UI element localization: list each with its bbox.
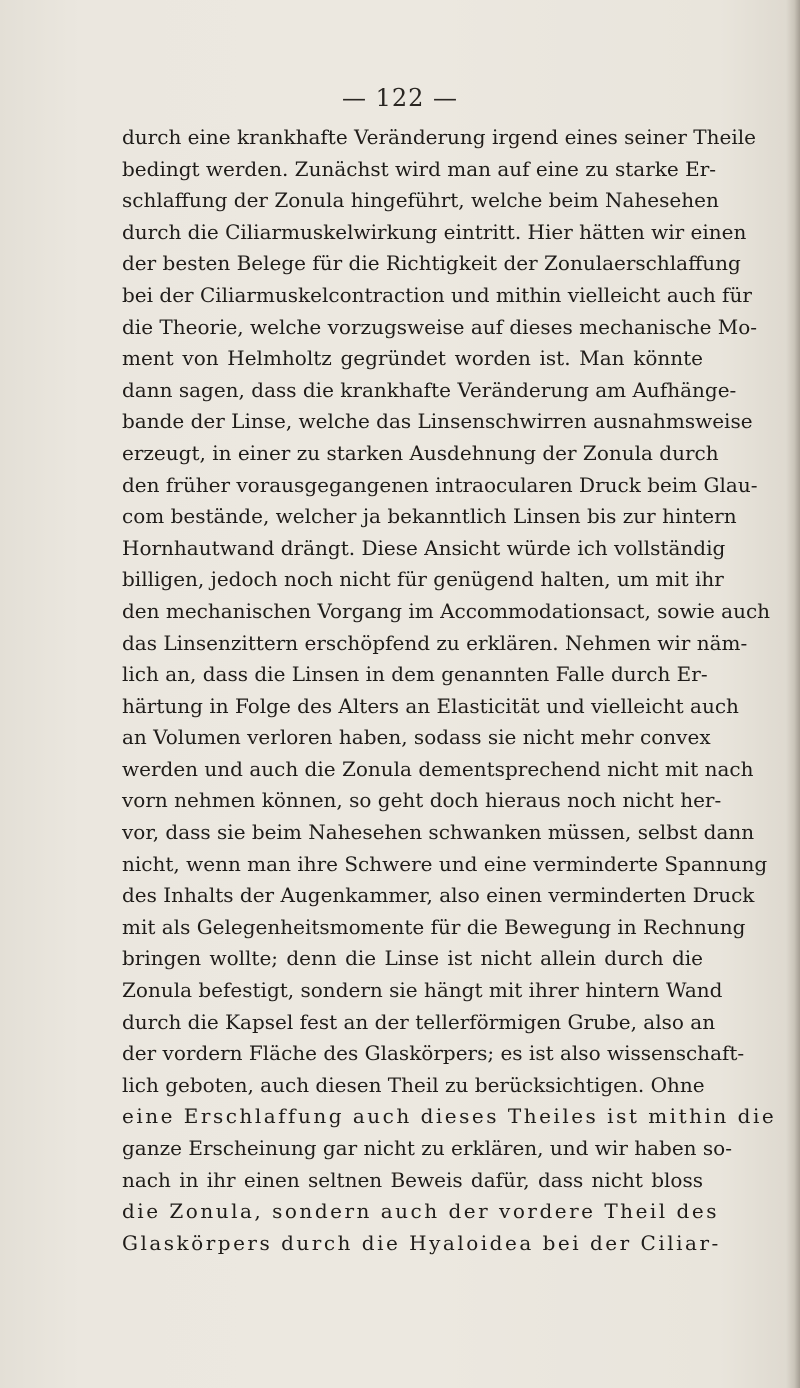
text-line: Zonula befestigt, sondern sie hängt mit ihrer hintern Wand <box>122 978 723 1003</box>
page-number: — 122 — <box>341 84 459 112</box>
text-line: schlaffung der Zonula hingeführt, welche beim Nahesehen <box>122 188 719 213</box>
text-line: Hornhautwand drängt. Diese Ansicht würde ich vollständig <box>122 535 726 560</box>
text-line: nicht, wenn man ihre Schwere und eine verminderte Spannung <box>122 851 768 876</box>
text-line: bedingt werden. Zunächst wird man auf eine zu starke Er- <box>122 156 717 181</box>
text-line: lich geboten, auch diesen Theil zu berücksichtigen. Ohne <box>122 1072 705 1097</box>
text-line: durch die Kapsel fest an der tellerförmigen Grube, also an <box>122 1009 716 1034</box>
text-line: erzeugt, in einer zu starken Ausdehnung der Zonula durch <box>122 440 719 465</box>
text-line: die Theorie, welche vorzugsweise auf dieses mechanische Mo- <box>122 314 758 339</box>
text-line: die Zonula, sondern auch der vordere Theil des <box>122 1199 719 1224</box>
page-edge-shadow <box>786 0 800 1388</box>
text-line: vorn nehmen können, so geht doch hieraus noch nicht her- <box>122 788 722 813</box>
text-line: an Volumen verloren haben, sodass sie nicht mehr convex <box>122 725 711 750</box>
text-line: des Inhalts der Augenkammer, also einen verminderten Druck <box>122 883 755 908</box>
text-line: vor, dass sie beim Nahesehen schwanken müssen, selbst dann <box>122 820 755 845</box>
text-line: ganze Erscheinung gar nicht zu erklären, und wir haben so- <box>122 1136 732 1160</box>
text-line: der besten Belege für die Richtigkeit der Zonulaerschlaffung <box>122 251 741 276</box>
text-line: nach in ihr einen seltnen Beweis dafür, dass nicht bloss <box>122 1167 703 1192</box>
text-line: den früher vorausgegangenen intraocularen Druck beim Glau- <box>122 472 758 497</box>
text-line: Glaskörpers durch die Hyaloidea bei der Ciliar- <box>122 1230 721 1255</box>
text-line: den mechanischen Vorgang im Accommodationsact, sowie auch <box>122 598 771 623</box>
text-line: bringen wollte; denn die Linse ist nicht allein durch die <box>122 946 703 971</box>
text-line: lich an, dass die Linsen in dem genannten Falle durch Er- <box>122 662 708 687</box>
text-line: das Linsenzittern erschöpfend zu erklären. Nehmen wir näm- <box>122 630 748 655</box>
text-line: com bestände, welcher ja bekanntlich Linsen bis zur hintern <box>122 504 737 529</box>
text-line: härtung in Folge des Alters an Elasticität und vielleicht auch <box>122 693 739 718</box>
text-line: bei der Ciliarmuskelcontraction und mithin vielleicht auch für <box>122 282 752 307</box>
text-line: durch die Ciliarmuskelwirkung eintritt. Hier hätten wir einen <box>122 219 747 244</box>
text-line: eine Erschlaffung auch dieses Theiles ist mithin die <box>122 1104 777 1129</box>
text-line: mit als Gelegenheitsmomente für die Bewegung in Rechnung <box>122 914 746 939</box>
text-line: werden und auch die Zonula dementsprechend nicht mit nach <box>122 756 754 781</box>
text-line: der vordern Fläche des Glaskörpers; es ist also wissenschaft- <box>122 1041 745 1066</box>
text-line: bande der Linse, welche das Linsenschwirren ausnahmsweise <box>122 409 753 434</box>
text-line: ment von Helmholtz gegründet worden ist. Man könnte <box>122 346 703 371</box>
text-line: durch eine krankhafte Veränderung irgend eines seiner Theile <box>122 125 756 149</box>
text-line: billigen, jedoch noch nicht für genügend halten, um mit ihr <box>122 567 724 592</box>
text-line: dann sagen, dass die krankhafte Veränderung am Aufhänge- <box>122 377 737 402</box>
body-text <box>122 122 777 1259</box>
